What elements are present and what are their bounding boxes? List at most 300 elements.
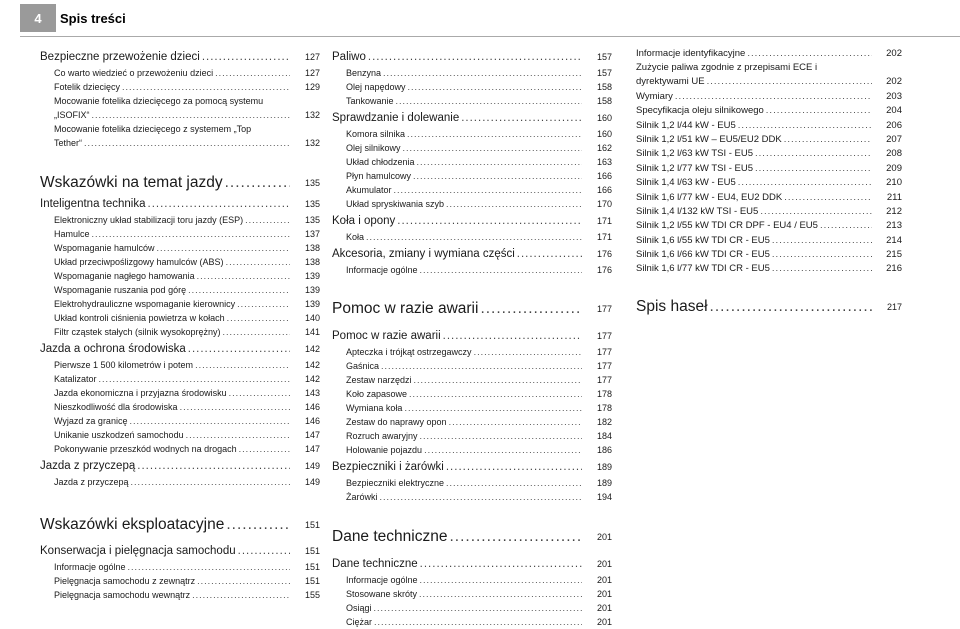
toc-entry-page: 202 [886,47,902,59]
toc-entry[interactable] [332,49,612,66]
toc-entry[interactable] [332,573,612,587]
dot-leader [366,230,582,244]
toc-entry-title: Zestaw do naprawy opon [346,417,447,427]
toc-entry-page: 171 [596,232,612,242]
toc-entry-title: Silnik 1,6 l/77 kW - EU4, EU2 DDK [636,191,783,203]
dot-leader [409,387,582,401]
toc-entry[interactable] [636,104,902,118]
toc-entry[interactable] [40,341,320,358]
toc-entry[interactable] [40,283,320,297]
toc-entry-page: 177 [596,361,612,371]
dot-leader [394,183,582,197]
toc-entry[interactable] [332,526,612,548]
toc-entry-title: Holowanie pojazdu [346,445,423,455]
toc-entry[interactable] [332,401,612,415]
toc-entry-page: 201 [596,559,612,569]
toc-entry[interactable] [636,205,902,219]
toc-entry[interactable] [332,230,612,244]
dot-leader [461,110,582,127]
toc-entry[interactable] [332,127,612,141]
toc-entry-page: 127 [304,68,320,78]
toc-entry[interactable] [40,442,320,456]
dot-leader [446,476,582,490]
dot-leader [186,428,290,442]
toc-entry-page: 132 [304,110,320,120]
toc-entry-title: Dane techniczne [332,558,418,570]
toc-entry-title: Osiągi [346,603,372,613]
toc-entry-page: 201 [596,532,612,542]
toc-entry[interactable] [40,325,320,339]
toc-entry[interactable] [332,169,612,183]
toc-entry-page: 132 [304,138,320,148]
dot-leader [449,415,582,429]
toc-entry[interactable] [40,475,320,489]
toc-entry-title: Wskazówki eksploatacyjne [40,516,225,533]
toc-entry-title: Ciężar [346,617,373,627]
dot-leader [92,227,290,241]
toc-entry[interactable] [332,387,612,401]
toc-entry-page: 207 [886,133,902,145]
toc-entry[interactable] [332,197,612,211]
toc-entry-title: Układ chłodzenia [346,157,415,167]
dot-leader [424,443,582,457]
toc-entry[interactable] [332,263,612,277]
toc-entry-title: Płyn hamulcowy [346,171,412,181]
toc-entry-title: Pielęgnacja samochodu wewnątrz [54,590,191,600]
toc-entry-page: 209 [886,162,902,174]
toc-entry[interactable] [332,373,612,387]
toc-entry-title: Olej napędowy [346,82,406,92]
toc-entry[interactable] [40,358,320,372]
toc-entry-title: Benzyna [346,68,382,78]
toc-entry[interactable] [332,183,612,197]
toc-entry[interactable] [332,345,612,359]
toc-entry[interactable] [40,213,320,227]
toc-entry-page: 137 [304,229,320,239]
toc-entry[interactable] [332,359,612,373]
header-divider [20,36,960,37]
dot-leader [420,573,582,587]
toc-entry-page: 138 [304,243,320,253]
toc-entry-title: Olej silnikowy [346,143,401,153]
dot-leader [129,414,290,428]
toc-entry-title: Sprawdzanie i dolewanie [332,112,460,124]
toc-entry-title: Bezpieczniki elektryczne [346,478,445,488]
toc-entry-title: Komora silnika [346,129,406,139]
toc-entry[interactable] [332,141,612,155]
toc-entry[interactable] [636,90,902,104]
dot-leader [707,75,872,89]
toc-entry[interactable] [332,328,612,345]
toc-entry-page: 155 [304,590,320,600]
toc-entry-page: 176 [596,265,612,275]
toc-entry-page: 146 [304,416,320,426]
dot-leader [474,345,582,359]
toc-entry[interactable] [636,234,902,248]
page-number-badge: 4 [20,4,56,32]
toc-entry-title: Silnik 1,4 l/132 kW TSI - EU5 [636,205,759,217]
dot-leader [784,133,872,147]
toc-entry-title: Bezpieczne przewożenie dzieci [40,51,200,63]
toc-entry-title: Tether“ [54,138,83,148]
dot-leader [772,234,872,248]
toc-entry[interactable] [40,49,320,66]
dot-leader [131,475,290,489]
toc-entry[interactable] [40,80,320,94]
toc-entry-title: Informacje identyfikacyjne [636,47,746,59]
dot-leader [380,490,582,504]
toc-entry-title: Unikanie uszkodzeń samochodu [54,430,184,440]
dot-leader [772,262,872,276]
toc-entry-page: 171 [596,216,612,226]
toc-entry[interactable] [636,176,902,190]
toc-entry-title: Pielęgnacja samochodu z zewnątrz [54,576,196,586]
dot-leader [157,241,290,255]
toc-entry-page: 215 [886,249,902,261]
dot-leader [197,574,290,588]
toc-entry-title: Układ przeciwpoślizgowy hamulców (ABS) [54,257,224,267]
dot-leader [229,386,290,400]
dot-leader [675,90,872,104]
toc-entry-title: Silnik 1,2 l/44 kW - EU5 [636,119,736,131]
toc-entry-page: 135 [304,178,320,188]
toc-entry-page: 157 [596,52,612,62]
toc-entry[interactable] [40,514,320,536]
toc-entry[interactable] [636,262,902,276]
toc-entry-page: 184 [596,431,612,441]
toc-entry-title: Paliwo [332,51,366,63]
toc-entry-page: 210 [886,177,902,189]
toc-entry[interactable] [332,615,612,629]
toc-entry-page: 189 [596,462,612,472]
toc-entry-title: Silnik 1,6 l/66 kW TDI CR - EU5 [636,249,770,261]
toc-entry-title: Elektroniczny układ stabilizacji toru jazdy (ESP) [54,215,244,225]
toc-entry-page: 166 [596,185,612,195]
toc-entry[interactable] [40,574,320,588]
toc-entry[interactable] [636,47,902,61]
toc-entry-page: 146 [304,402,320,412]
toc-entry-page: 217 [886,302,902,312]
toc-entry[interactable] [332,556,612,573]
dot-leader [396,94,582,108]
toc-entry-title: Gaśnica [346,361,380,371]
toc-entry[interactable] [636,162,902,176]
dot-leader [755,147,872,161]
dot-leader [128,560,290,574]
toc-entry-title: Koło zapasowe [346,389,408,399]
toc-entry[interactable] [40,255,320,269]
dot-leader [180,400,290,414]
toc-entry[interactable] [40,543,320,560]
dot-leader [710,296,872,318]
toc-entry-page: 166 [596,171,612,181]
toc-entry-page: 151 [304,546,320,556]
toc-entry-page: 177 [596,347,612,357]
dot-leader [784,191,872,205]
dot-leader [404,401,582,415]
toc-entry-title: Jazda z przyczepą [54,477,129,487]
toc-entry-page: 127 [304,52,320,62]
toc-entry-page: 143 [304,388,320,398]
toc-entry-page: 208 [886,148,902,160]
toc-entry-title: Silnik 1,2 l/51 kW – EU5/EU2 DDK [636,133,782,145]
toc-entry-title: Koła [346,232,365,242]
dot-leader [215,66,290,80]
toc-entry-title: Co warto wiedzieć o przewożeniu dzieci [54,68,214,78]
dot-leader [760,205,872,219]
toc-entry-title: Wymiana koła [346,403,403,413]
toc-entry-title: Elektrohydrauliczne wspomaganie kierownicy [54,299,236,309]
toc-entry-title: Katalizator [54,374,97,384]
toc-entry-title: Wskazówki na temat jazdy [40,174,223,191]
toc-entry-title-line1: Zużycie paliwa zgodnie z przepisami ECE i [636,62,818,74]
page-title: Spis treści [60,11,126,26]
toc-entry[interactable] [332,459,612,476]
toc-entry[interactable] [40,458,320,475]
toc-entry[interactable] [332,476,612,490]
toc-entry-title: Pokonywanie przeszkód wodnych na drogach [54,444,237,454]
dot-leader [225,172,290,194]
toc-entry[interactable] [40,196,320,213]
toc-entry-title: Silnik 1,6 l/77 kW TDI CR - EU5 [636,263,770,275]
toc-entry[interactable] [636,75,902,89]
toc-entry[interactable] [40,560,320,574]
dot-leader [449,526,582,548]
toc-entry-page: 201 [596,589,612,599]
toc-entry[interactable] [636,296,902,318]
toc-entry-page: 139 [304,285,320,295]
toc-entry-page: 177 [596,304,612,314]
dot-leader [420,556,582,573]
toc-entry[interactable] [40,400,320,414]
toc-entry-title: Koła i opony [332,215,396,227]
toc-entry[interactable] [636,119,902,133]
toc-entry-title: Akumulator [346,185,392,195]
toc-entry-page: 151 [304,520,320,530]
toc-entry-page: 203 [886,90,902,102]
dot-leader [403,141,582,155]
toc-entry[interactable] [40,414,320,428]
toc-column-3 [636,47,902,315]
dot-leader [772,248,872,262]
toc-entry[interactable] [40,172,320,194]
toc-entry-page: 177 [596,331,612,341]
toc-entry-page: 151 [304,562,320,572]
dot-leader [245,213,290,227]
toc-column-1 [40,47,320,602]
toc-entry[interactable] [332,246,612,263]
dot-leader [747,47,872,61]
dot-leader [239,442,290,456]
toc-entry-title: Silnik 1,6 l/55 kW TDI CR - EU5 [636,234,770,246]
toc-entry-page: 135 [304,199,320,209]
dot-leader [137,458,290,475]
toc-entry-title: Żarówki [346,492,378,502]
toc-entry-page: 201 [596,575,612,585]
dot-leader [202,49,290,66]
dot-leader [446,197,582,211]
toc-entry-title: Wspomaganie ruszania pod górę [54,285,187,295]
toc-entry-page: 142 [304,374,320,384]
toc-entry-page: 176 [596,249,612,259]
toc-entry[interactable] [332,601,612,615]
toc-entry-page: 147 [304,444,320,454]
dot-leader [237,297,290,311]
toc-entry-title: Informacje ogólne [346,265,418,275]
toc-entry-page: 141 [304,327,320,337]
toc-entry-title: Bezpieczniki i żarówki [332,461,444,473]
toc-entry-page: 151 [304,576,320,586]
toc-entry-title: Stosowane skróty [346,589,418,599]
toc-entry[interactable] [332,443,612,457]
toc-column-2 [332,47,612,629]
page-header [0,0,960,36]
toc-entry-title: dyrektywami UE [636,76,705,88]
dot-leader [420,429,582,443]
dot-leader [226,255,290,269]
dot-leader [195,358,290,372]
toc-entry-title: Silnik 1,2 l/77 kW TSI - EU5 [636,162,754,174]
toc-entry-page: 206 [886,119,902,131]
dot-leader [92,108,291,122]
toc-entry[interactable] [332,66,612,80]
toc-entry-page: 142 [304,344,320,354]
toc-entry[interactable] [40,372,320,386]
toc-entry[interactable] [40,588,320,602]
toc-entry[interactable] [636,219,902,233]
dot-leader [766,104,872,118]
toc-entry[interactable] [40,241,320,255]
toc-entry-title: Wspomaganie hamulców [54,243,155,253]
toc-entry-page: 211 [886,191,902,203]
dot-leader [397,213,582,230]
toc-entry-page: 149 [304,477,320,487]
dot-leader [738,119,872,133]
dot-leader [192,588,290,602]
toc-entry[interactable] [332,490,612,504]
toc-entry-page: 170 [596,199,612,209]
toc-entry[interactable] [40,227,320,241]
toc-entry-title: Wyjazd za granicę [54,416,128,426]
dot-leader [148,196,291,213]
toc-entry-title: Pierwsze 1 500 kilometrów i potem [54,360,194,370]
toc-entry-page: 204 [886,105,902,117]
toc-entry-page: 160 [596,113,612,123]
toc-entry[interactable] [40,269,320,283]
dot-leader [374,601,582,615]
toc-entry-page: 158 [596,96,612,106]
toc-entry[interactable] [332,155,612,169]
toc-entry-title: Pomoc w razie awarii [332,330,441,342]
dot-leader [99,372,290,386]
dot-leader [417,155,582,169]
toc-entry[interactable] [40,108,320,122]
toc-entry-title: Akcesoria, zmiany i wymiana części [332,248,515,260]
dot-leader [188,283,290,297]
toc-entry-title: Filtr cząstek stałych (silnik wysokoprężny) [54,327,221,337]
toc-entry[interactable] [332,429,612,443]
dot-leader [443,328,582,345]
toc-entry[interactable] [40,311,320,325]
toc-entry-title: Konserwacja i pielęgnacja samochodu [40,545,236,557]
toc-entry-title: Pomoc w razie awarii [332,300,479,317]
dot-leader [755,162,872,176]
toc-entry-page: 158 [596,82,612,92]
toc-entry-title: Hamulce [54,229,90,239]
toc-entry[interactable] [40,136,320,150]
toc-entry-page: 177 [596,375,612,385]
toc-entry-page: 216 [886,263,902,275]
toc-entry[interactable] [332,587,612,601]
toc-entry-page: 178 [596,389,612,399]
dot-leader [408,80,582,94]
toc-entry[interactable] [636,248,902,262]
toc-entry-title: Jazda a ochrona środowiska [40,343,186,355]
dot-leader [480,298,582,320]
toc-entry-title: Zestaw narzędzi [346,375,412,385]
toc-entry-title: Specyfikacja oleju silnikowego [636,105,764,117]
toc-entry-page: 213 [886,220,902,232]
toc-entry[interactable] [636,133,902,147]
toc-entry-title-line1: Mocowanie fotelika dziecięcego z systemem „Top [54,124,252,134]
toc-entry-title: Układ kontroli ciśnienia powietrza w kołach [54,313,225,323]
toc-entry[interactable] [332,110,612,127]
toc-entry-page: 178 [596,403,612,413]
dot-leader [420,263,582,277]
toc-entry[interactable] [332,298,612,320]
toc-entry-page: 135 [304,215,320,225]
toc-entry-title: Silnik 1,4 l/63 kW - EU5 [636,177,736,189]
toc-entry[interactable] [40,386,320,400]
toc-entry-title: Inteligentna technika [40,198,146,210]
dot-leader [820,219,872,233]
toc-entry-page: 214 [886,234,902,246]
toc-entry[interactable] [636,147,902,161]
toc-entry[interactable] [332,415,612,429]
dot-leader [413,169,582,183]
toc-entry[interactable] [332,213,612,230]
toc-entry-title: Informacje ogólne [346,575,418,585]
dot-leader [419,587,582,601]
toc-entry[interactable] [332,94,612,108]
toc-entry-page: 186 [596,445,612,455]
toc-entry[interactable] [40,297,320,311]
dot-leader [414,373,582,387]
dot-leader [238,543,290,560]
toc-entry[interactable] [40,66,320,80]
toc-entry-title: „ISOFIX“ [54,110,90,120]
toc-entry-page: 129 [304,82,320,92]
toc-entry-page: 212 [886,205,902,217]
toc-entry-title: Apteczka i trójkąt ostrzegawczy [346,347,472,357]
toc-entry-page: 194 [596,492,612,502]
toc-entry-title: Informacje ogólne [54,562,126,572]
toc-entry-title: Rozruch awaryjny [346,431,418,441]
toc-entry-title: Nieszkodliwość dla środowiska [54,402,178,412]
toc-entry[interactable] [40,428,320,442]
toc-entry-page: 147 [304,430,320,440]
toc-entry-title: Układ spryskiwania szyb [346,199,445,209]
dot-leader [374,615,582,629]
toc-entry-title: Tankowanie [346,96,394,106]
toc-entry[interactable] [636,191,902,205]
toc-entry-page: 160 [596,129,612,139]
dot-leader [738,176,872,190]
toc-entry[interactable] [332,80,612,94]
dot-leader [122,80,290,94]
toc-entry-title: Dane techniczne [332,528,448,545]
dot-leader [197,269,290,283]
